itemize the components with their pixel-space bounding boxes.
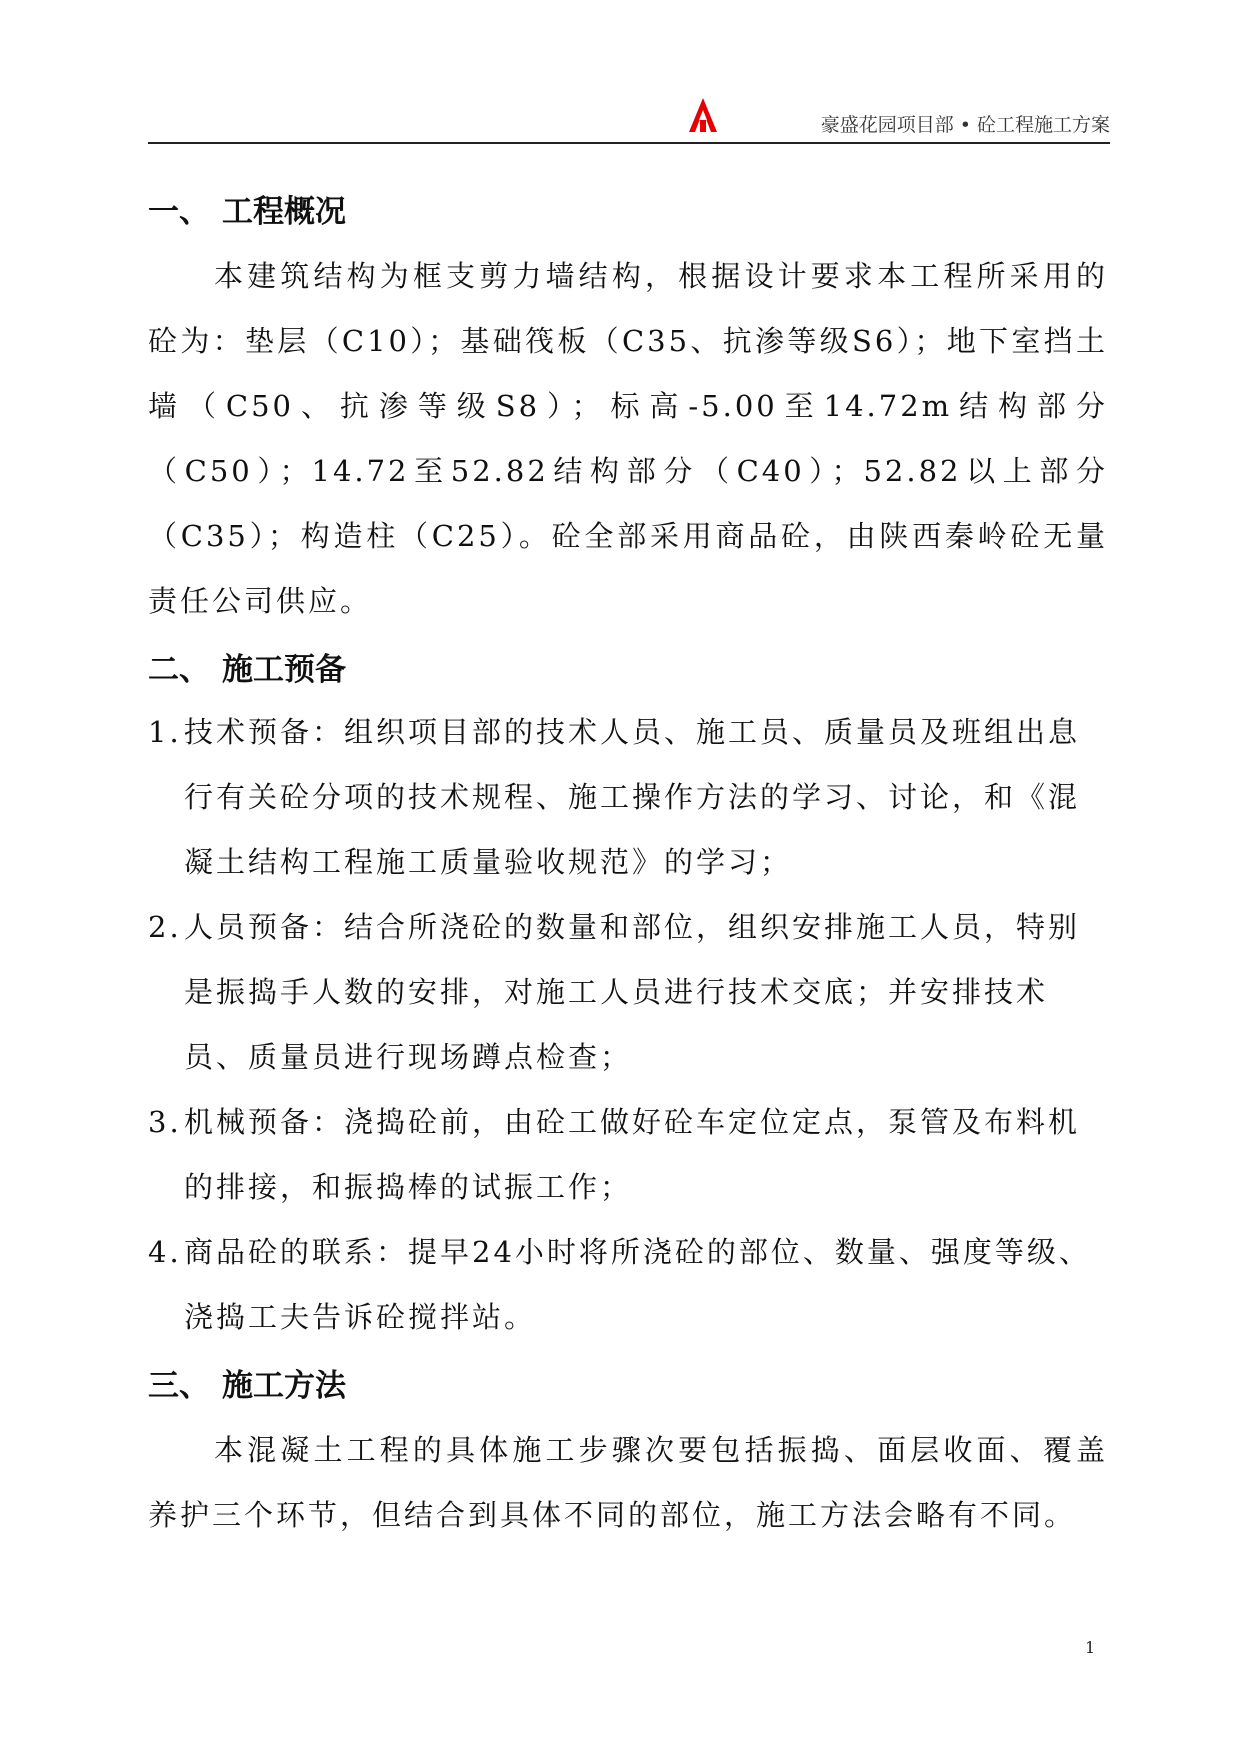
section-heading (148, 1356, 1108, 1416)
section-paragraph: 本混凝土工程的具体施工步骤次要包括振捣、面层收面、覆盖养护三个环节，但结合到具体不同的部位，施工方法会略有不同。 (148, 1433, 1108, 1532)
page-number: 1 (1085, 1638, 1096, 1657)
section-number: 三、 (148, 1368, 210, 1404)
list-item-number: 3. (148, 1105, 182, 1139)
header-title: 豪盛花园项目部 • 砼工程施工方案 (820, 114, 1110, 136)
list-item-number: 4. (148, 1235, 182, 1269)
section-title: 工程概况 (222, 194, 346, 230)
company-logo-icon (686, 96, 720, 134)
list-item (148, 1090, 1108, 1220)
section-title: 施工方法 (222, 1368, 346, 1404)
section-title: 施工预备 (222, 652, 346, 688)
list-item-text: 人员预备：结合所浇砼的数量和部位，组织安排施工人员，特别是振捣手人数的安排，对施工人员进行技术交底；并安排技术员、质量员进行现场蹲点检查； (184, 910, 1081, 1074)
section-number: 二、 (148, 652, 210, 688)
section-paragraph: 本建筑结构为框支剪力墙结构，根据设计要求本工程所采用的砼为：垫层（C10）；基础筏板（C35、抗渗等级S6）；地下室挡土墙（C50、抗渗等级S8）；标高-5.00至14.72m结构部分（C50）；14.72至52.82结构部分（C40）；52.82以上部分（C35）；构造柱（C25）。砼全部采用商品砼，由陕西秦岭砼无量责任公司供应。 (148, 259, 1108, 618)
list-item (148, 700, 1108, 895)
list-item (148, 1220, 1108, 1350)
section-heading (148, 640, 1108, 700)
section-number: 一、 (148, 194, 210, 230)
list-item-number: 1. (148, 715, 182, 749)
document-body (148, 182, 1108, 1548)
section-heading (148, 182, 1108, 242)
list-item-text: 机械预备：浇捣砼前，由砼工做好砼车定位定点，泵管及布料机的排接，和振捣棒的试振工作； (184, 1105, 1081, 1204)
list-item-number: 2. (148, 910, 182, 944)
list-item-text: 商品砼的联系：提早24小时将所浇砼的部位、数量、强度等级、浇捣工夫告诉砼搅拌站。 (184, 1235, 1091, 1334)
list-item-text: 技术预备：组织项目部的技术人员、施工员、质量员及班组出息行有关砼分项的技术规程、施工操作方法的学习、讨论，和《混凝土结构工程施工质量验收规范》的学习； (184, 715, 1081, 879)
list-item (148, 895, 1108, 1090)
page-header (148, 96, 1110, 144)
